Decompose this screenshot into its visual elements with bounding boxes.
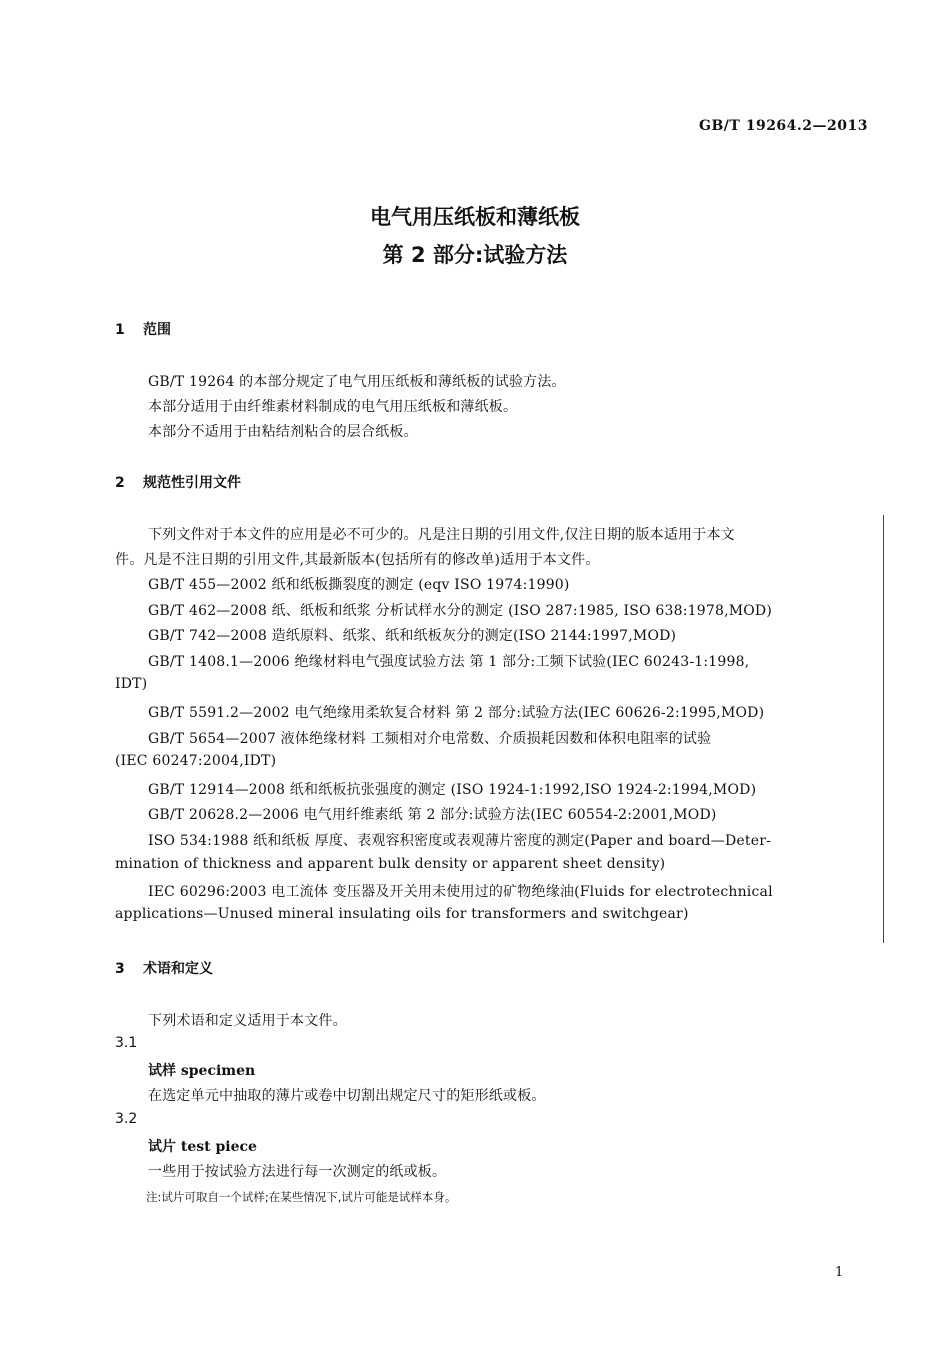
reference-item: GB/T 12914—2008 纸和纸板抗张强度的测定 (ISO 1924-1:1992,ISO 1924-2:1994,MOD) — [148, 782, 757, 798]
term-definition: 一些用于按试验方法进行每一次测定的纸或板。 — [148, 1164, 447, 1180]
paragraph: 下列术语和定义适用于本文件。 — [148, 1013, 347, 1029]
term-title: 试片 test piece — [148, 1139, 257, 1155]
paragraph: GB/T 19264 的本部分规定了电气用压纸板和薄纸板的试验方法。 — [148, 374, 566, 390]
section-number: 3 — [115, 961, 125, 977]
standard-code: GB/T 19264.2—2013 — [699, 118, 868, 134]
term-title: 试样 specimen — [148, 1063, 256, 1079]
section-number: 1 — [115, 322, 125, 338]
paragraph: 本部分不适用于由粘结剂粘合的层合纸板。 — [148, 424, 418, 440]
reference-item: IEC 60296:2003 电工流体 变压器及开关用未使用过的矿物绝缘油(Fluids for electrotechnical — [148, 884, 773, 900]
document-title: 电气用压纸板和薄纸板 — [370, 205, 580, 229]
reference-item-cont: (IEC 60247:2004,IDT) — [115, 753, 277, 769]
reference-item: ISO 534:1988 纸和纸板 厚度、表观容积密度或表观薄片密度的测定(Paper and board—Deter- — [148, 833, 772, 849]
note: 注:试片可取自一个试样;在某些情况下,试片可能是试样本身。 — [146, 1190, 457, 1204]
section-title: 术语和定义 — [143, 961, 213, 977]
reference-item: GB/T 1408.1—2006 绝缘材料电气强度试验方法 第 1 部分:工频下试验(IEC 60243-1:1998, — [148, 654, 750, 670]
term-number: 3.1 — [115, 1035, 138, 1051]
reference-item-cont: mination of thickness and apparent bulk density or apparent sheet density) — [115, 856, 666, 872]
section-title: 范围 — [143, 322, 171, 338]
reference-item: GB/T 455—2002 纸和纸板撕裂度的测定 (eqv ISO 1974:1990) — [148, 577, 570, 593]
paragraph: 下列文件对于本文件的应用是必不可少的。凡是注日期的引用文件,仅注日期的版本适用于本文 — [148, 527, 735, 543]
term-definition: 在选定单元中抽取的薄片或卷中切割出规定尺寸的矩形纸或板。 — [148, 1088, 546, 1104]
section-3-heading — [115, 958, 213, 978]
reference-item-cont: IDT) — [115, 676, 148, 692]
change-bar — [883, 515, 884, 943]
reference-item: GB/T 5591.2—2002 电气绝缘用柔软复合材料 第 2 部分:试验方法(IEC 60626-2:1995,MOD) — [148, 705, 765, 721]
term-number: 3.2 — [115, 1111, 138, 1127]
paragraph: 件。凡是不注日期的引用文件,其最新版本(包括所有的修改单)适用于本文件。 — [115, 552, 600, 568]
section-1-heading — [115, 319, 171, 339]
document-subtitle: 第 2 部分:试验方法 — [382, 243, 568, 267]
reference-item: GB/T 20628.2—2006 电气用纤维素纸 第 2 部分:试验方法(IEC 60554-2:2001,MOD) — [148, 807, 717, 823]
reference-item: GB/T 742—2008 造纸原料、纸浆、纸和纸板灰分的测定(ISO 2144:1997,MOD) — [148, 628, 677, 644]
section-title: 规范性引用文件 — [143, 475, 241, 491]
reference-item-cont: applications—Unused mineral insulating oils for transformers and switchgear) — [115, 906, 689, 922]
reference-item: GB/T 5654—2007 液体绝缘材料 工频相对介电常数、介质损耗因数和体积电阻率的试验 — [148, 731, 712, 747]
section-number: 2 — [115, 475, 125, 491]
reference-item: GB/T 462—2008 纸、纸板和纸浆 分析试样水分的测定 (ISO 287:1985, ISO 638:1978,MOD) — [148, 603, 773, 619]
page-number: 1 — [835, 1265, 844, 1280]
section-2-heading — [115, 472, 241, 492]
paragraph: 本部分适用于由纤维素材料制成的电气用压纸板和薄纸板。 — [148, 399, 518, 415]
